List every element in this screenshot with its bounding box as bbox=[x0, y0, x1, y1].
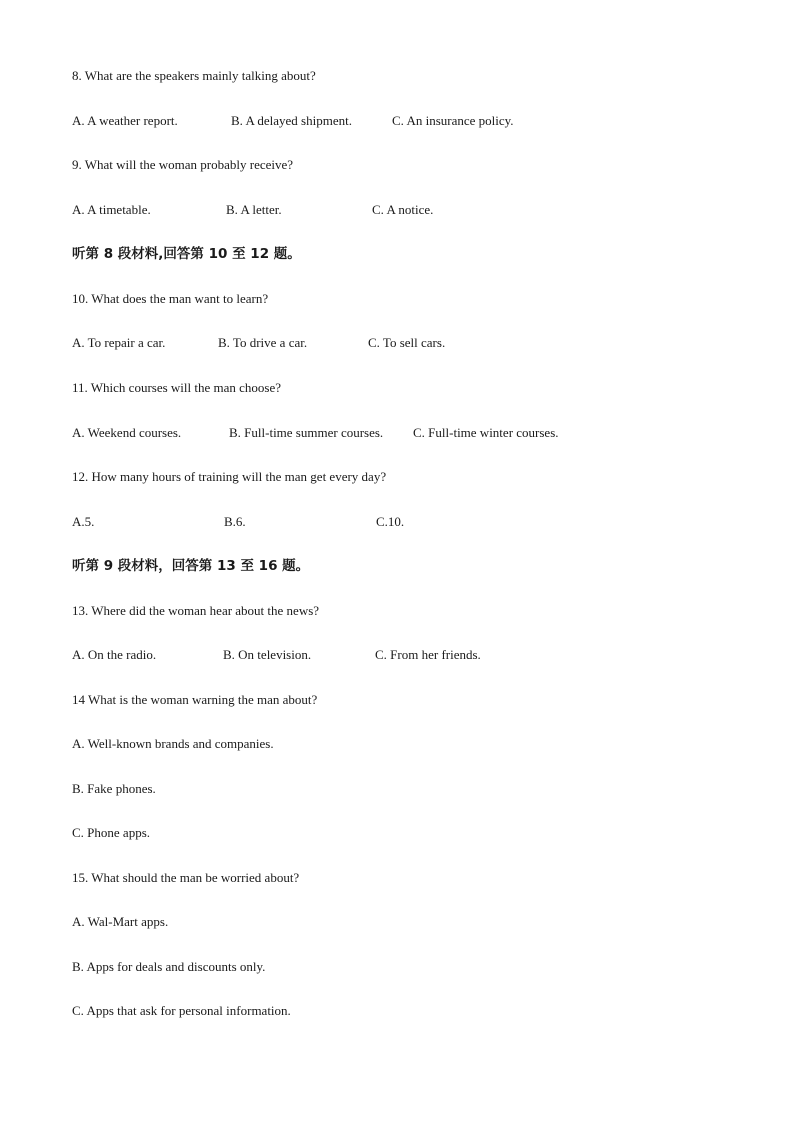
options-row-q11 bbox=[72, 425, 732, 441]
question-11: 11. Which courses will the man choose? bbox=[72, 380, 282, 395]
option-b: B. On television. bbox=[223, 647, 312, 662]
options-row-q12 bbox=[72, 514, 732, 530]
option-b: B. A delayed shipment. bbox=[231, 113, 352, 128]
option-b: B. Full-time summer courses. bbox=[229, 425, 384, 440]
options-row-q8 bbox=[72, 113, 732, 129]
option-b: B. To drive a car. bbox=[218, 335, 308, 350]
option-a: A. On the radio. bbox=[72, 647, 157, 662]
question-15-option-a: A. Wal-Mart apps. bbox=[72, 914, 169, 929]
question-14: 14 What is the woman warning the man about? bbox=[72, 692, 318, 707]
option-c: C. From her friends. bbox=[375, 647, 481, 662]
options-row-q10 bbox=[72, 335, 732, 351]
option-a: A. A timetable. bbox=[72, 202, 151, 217]
option-a: A. A weather report. bbox=[72, 113, 178, 128]
question-13: 13. Where did the woman hear about the news? bbox=[72, 603, 320, 618]
options-row-q9 bbox=[72, 202, 732, 218]
question-14-option-c: C. Phone apps. bbox=[72, 825, 150, 840]
options-row-q13 bbox=[72, 647, 732, 663]
option-a: A. To repair a car. bbox=[72, 335, 166, 350]
option-c: C. To sell cars. bbox=[368, 335, 446, 350]
section-heading-8: 听第 8 段材料,回答第 10 至 12 题。 bbox=[72, 246, 301, 262]
option-b: B. A letter. bbox=[226, 202, 282, 217]
question-12: 12. How many hours of training will the man get every day? bbox=[72, 469, 387, 484]
question-10: 10. What does the man want to learn? bbox=[72, 291, 269, 306]
question-15-option-c: C. Apps that ask for personal information. bbox=[72, 1003, 291, 1018]
option-b: B.6. bbox=[224, 514, 246, 529]
question-15-option-b: B. Apps for deals and discounts only. bbox=[72, 959, 266, 974]
option-a: A. Weekend courses. bbox=[72, 425, 182, 440]
option-c: C. A notice. bbox=[372, 202, 434, 217]
question-14-option-b: B. Fake phones. bbox=[72, 781, 156, 796]
section-heading-9: 听第 9 段材料，回答第 13 至 16 题。 bbox=[72, 558, 310, 574]
option-a: A.5. bbox=[72, 514, 95, 529]
option-c: C.10. bbox=[376, 514, 405, 529]
question-9: 9. What will the woman probably receive? bbox=[72, 157, 294, 172]
option-c: C. An insurance policy. bbox=[392, 113, 514, 128]
question-14-option-a: A. Well-known brands and companies. bbox=[72, 736, 274, 751]
option-c: C. Full-time winter courses. bbox=[413, 425, 559, 440]
question-15: 15. What should the man be worried about? bbox=[72, 870, 300, 885]
question-8: 8. What are the speakers mainly talking about? bbox=[72, 68, 316, 83]
